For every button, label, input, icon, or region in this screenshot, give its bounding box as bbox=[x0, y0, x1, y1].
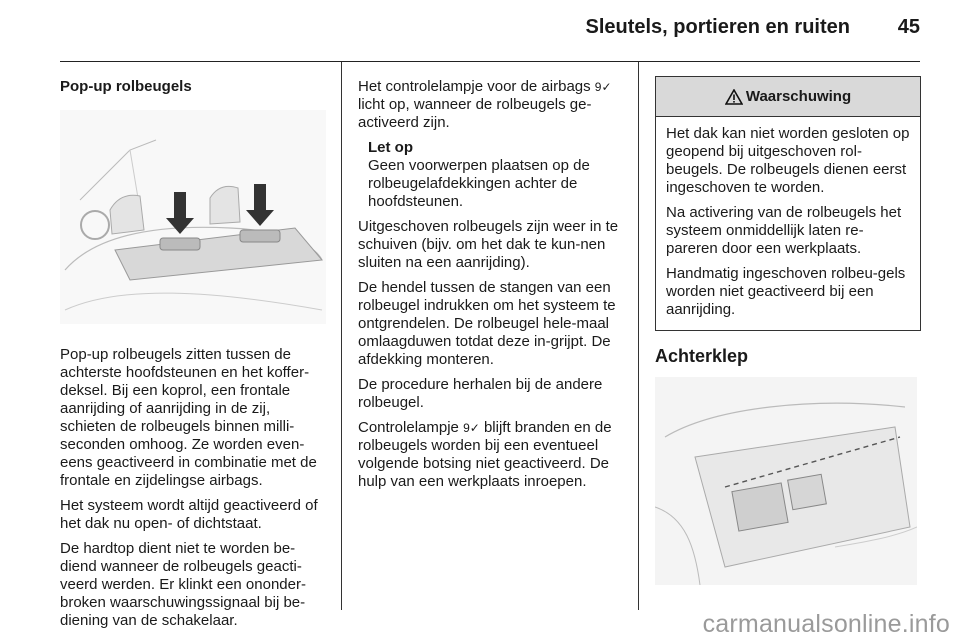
warning-box bbox=[655, 76, 921, 331]
paragraph: Pop-up rolbeugels zitten tussen de achterste hoofdsteunen en het koffer-deksel. Bij een koprol, een frontale aanrijding of aanrijding in de zij, schieten de rolbeugels binnen milli-seconden omhoog. Ze worden even-eens geactiveerd in combinatie met de frontale en zijdelingse airbags. bbox=[60, 346, 317, 489]
paragraph: Het systeem wordt altijd geactiveerd of het dak nu open- of dichtstaat. bbox=[60, 497, 318, 532]
warning-paragraph: Het dak kan niet worden gesloten op geopend bij uitgeschoven rol-beugels. De rolbeugels dienen eerst ingeschoven te worden. bbox=[666, 125, 910, 196]
airbag-lamp-icon: 9✓ bbox=[594, 80, 612, 94]
page-header bbox=[60, 0, 920, 62]
warning-body bbox=[656, 117, 920, 330]
column-3 bbox=[655, 62, 921, 585]
warning-header bbox=[656, 77, 920, 117]
warning-paragraph: Na activering van de rolbeugels het systeem onmiddellijk laten re-pareren door een werkplaats. bbox=[666, 204, 902, 257]
page-title: Sleutels, portieren en ruiten bbox=[585, 16, 850, 38]
paragraph-text: Het controlelampje voor de airbags bbox=[358, 78, 591, 95]
paragraph: De hendel tussen de stangen van een rolbeugel indrukken om het systeem te ontgrendelen. De rolbeugel hele-maal omlaagduwen totdat deze in-grijpt. De afdekking monteren. bbox=[358, 279, 616, 368]
paragraph-text: Controlelampje bbox=[358, 419, 459, 436]
rollbar-illustration bbox=[60, 110, 326, 324]
warning-triangle-icon bbox=[725, 89, 743, 105]
column-1 bbox=[60, 62, 326, 637]
section-title-rolbeugels: Pop-up rolbeugels bbox=[60, 78, 192, 95]
watermark: carmanualsonline.info bbox=[702, 610, 950, 638]
page-number: 45 bbox=[897, 16, 920, 38]
column-divider-2 bbox=[638, 62, 639, 610]
warning-title: Waarschuwing bbox=[745, 87, 852, 105]
trunk-illustration bbox=[655, 377, 917, 585]
paragraph-text: blijft branden en de rolbeugels worden bij een eventueel volgende botsing niet geactiveerd. De hulp van een werkplaats inroepen. bbox=[358, 419, 612, 490]
paragraph-text: licht op, wanneer de rolbeugels ge-activeerd zijn. bbox=[358, 96, 592, 131]
warning-paragraph: Handmatig ingeschoven rolbeu-gels worden niet geactiveerd bij een aanrijding. bbox=[666, 265, 906, 318]
column-divider-1 bbox=[341, 62, 342, 610]
note-text: Geen voorwerpen plaatsen op de rolbeugelafdekkingen achter de hoofdsteunen. bbox=[368, 157, 590, 210]
paragraph bbox=[358, 419, 624, 491]
note-title: Let op bbox=[368, 139, 413, 156]
paragraph bbox=[358, 78, 624, 132]
column-2 bbox=[358, 78, 624, 498]
section-title-achterklep: Achterklep bbox=[655, 346, 749, 366]
paragraph: De procedure herhalen bij de andere rolbeugel. bbox=[358, 376, 603, 411]
airbag-lamp-icon: 9✓ bbox=[463, 421, 480, 435]
paragraph: De hardtop dient niet te worden be-diend wanneer de rolbeugels geacti-veerd werden. Er klinkt een ononder-broken waarschuwingssignaal bij be-diening van de schakelaar. bbox=[60, 540, 306, 629]
note-box bbox=[358, 139, 624, 211]
paragraph: Uitgeschoven rolbeugels zijn weer in te schuiven (bijv. om het dak te kun-nen sluiten na een aanrijding). bbox=[358, 218, 619, 271]
